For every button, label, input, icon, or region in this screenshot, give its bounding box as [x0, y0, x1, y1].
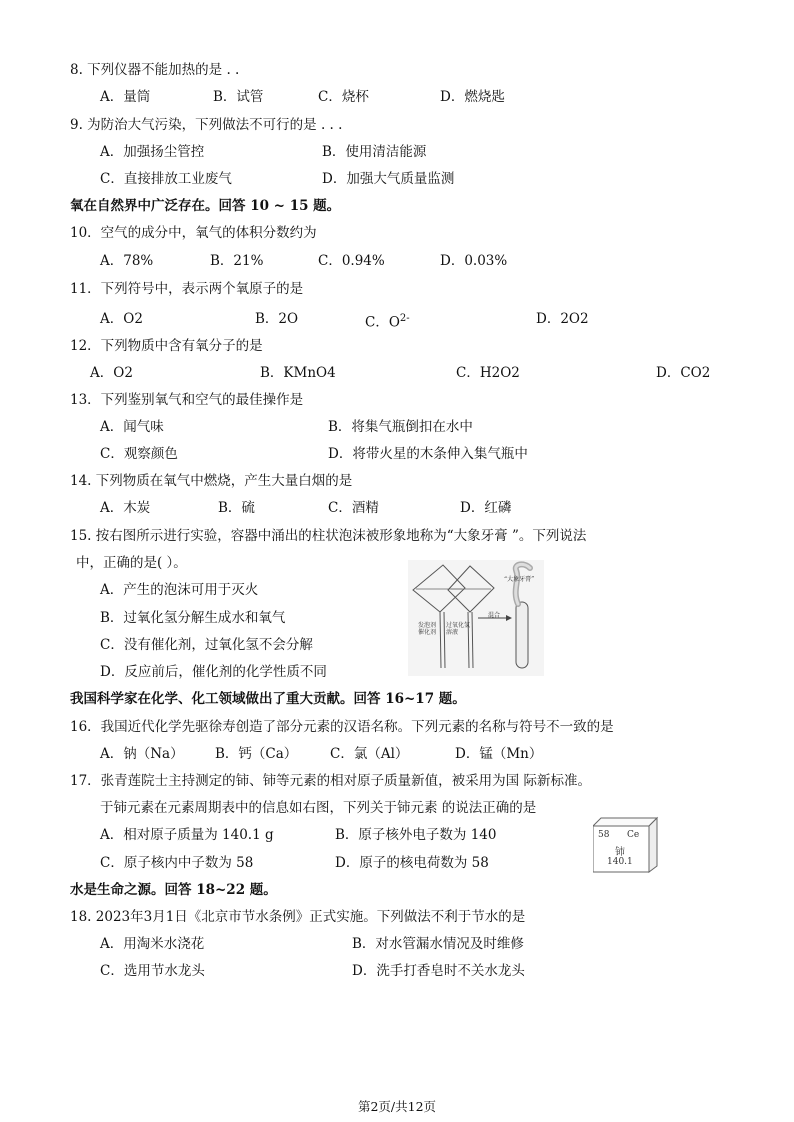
- q8-option-b: B．试管: [213, 89, 264, 105]
- q9-option-d: D．加强大气质量监测: [322, 171, 455, 187]
- q11-option-c: [365, 310, 410, 332]
- q15-stem-line2: 中，正确的是( ）。: [76, 555, 187, 571]
- element-name: 铈: [615, 847, 625, 858]
- q16-option-a: A．钠（Na）: [100, 746, 184, 762]
- element-symbol: Ce: [627, 830, 640, 840]
- q17-option-c: C．原子核内中子数为 58: [100, 855, 254, 871]
- q14-option-d: D．红磷: [460, 500, 512, 516]
- q18-option-d: D．洗手打香皂时不关水龙头: [352, 963, 525, 979]
- q18-option-b: B．对水管漏水情况及时维修: [352, 936, 524, 952]
- figure-label-mix: 混合: [488, 612, 501, 619]
- q8-option-d: D．燃烧匙: [440, 89, 505, 105]
- q17-stem-line1: 17．张青莲院士主持测定的铈、铈等元素的相对原子质量新值，被采用为国 际新标准。: [70, 773, 591, 789]
- section-heading-oxygen: 氧在自然界中广泛存在。回答 10 ~ 15 题。: [70, 198, 341, 214]
- q14-stem: 14. 下列物质在氧气中燃烧，产生大量白烟的是: [70, 473, 353, 489]
- q10-stem: 10．空气的成分中，氧气的体积分数约为: [70, 225, 317, 241]
- q15-option-c: C．没有催化剂，过氧化氢不会分解: [100, 637, 313, 653]
- figure-label-peroxide: 过氧化氢溶液: [446, 622, 471, 636]
- q17-option-b: B．原子核外电子数为 140: [335, 827, 497, 843]
- element-atomic-number: 58: [598, 830, 610, 840]
- q11-option-c-charge: 2-: [399, 313, 410, 324]
- q18-stem: 18. 2023年3月1日《北京市节水条例》正式实施。下列做法不利于节水的是: [70, 909, 526, 925]
- q12-stem: 12．下列物质中含有氧分子的是: [70, 338, 263, 354]
- q17-stem-line2: 于铈元素在元素周期表中的信息如右图，下列关于铈元素 的说法正确的是: [100, 800, 537, 816]
- q13-option-c: C．观察颜色: [100, 446, 178, 462]
- q17-option-d: D．原子的核电荷数为 58: [335, 855, 489, 871]
- q17-option-a: A．相对原子质量为 140.1 g: [100, 827, 274, 843]
- q15-option-a: A．产生的泡沫可用于灭火: [100, 582, 259, 598]
- element-tile-cerium: [593, 816, 659, 874]
- q11-stem: 11．下列符号中，表示两个氧原子的是: [70, 281, 304, 297]
- q9-option-b: B．使用清洁能源: [322, 144, 427, 160]
- q9-option-c: C．直接排放工业废气: [100, 171, 232, 187]
- q13-option-d: D．将带火星的木条伸入集气瓶中: [328, 446, 528, 462]
- q9-stem: 9. 为防治大气污染，下列做法不可行的是 . . .: [70, 117, 343, 133]
- q11-option-b: B．2O: [255, 311, 299, 327]
- q14-option-c: C．酒精: [328, 500, 379, 516]
- q16-option-c: C．氯（Al）: [330, 746, 409, 762]
- q13-option-b: B．将集气瓶倒扣在水中: [328, 419, 473, 435]
- q14-option-b: B．硫: [218, 500, 255, 516]
- q13-option-a: A．闻气味: [100, 419, 164, 435]
- q9-option-a: A．加强扬尘管控: [100, 144, 205, 160]
- q12-option-a: A．O2: [90, 365, 133, 381]
- elephant-toothpaste-figure: [408, 560, 544, 676]
- q8-option-a: A．量筒: [100, 89, 151, 105]
- page-footer: 第2页/共12页: [357, 1099, 437, 1114]
- q10-option-a: A．78%: [100, 253, 154, 269]
- element-atomic-mass: 140.1: [607, 857, 633, 867]
- q11-option-c-base: C．O: [365, 314, 400, 331]
- q11-option-d: D．2O2: [536, 311, 589, 327]
- figure-label-toothpaste: “大象牙膏”: [504, 576, 535, 583]
- q18-option-a: A．用淘米水浇花: [100, 936, 205, 952]
- q15-option-b: B．过氧化氢分解生成水和氧气: [100, 610, 286, 626]
- q15-stem-line1: 15. 按右图所示进行实验，容器中涌出的柱状泡沫被形象地称为“大象牙膏 ”。下列说法: [70, 528, 587, 544]
- q8-stem: 8. 下列仪器不能加热的是 . .: [70, 62, 240, 78]
- section-heading-scientists: 我国科学家在化学、化工领域做出了重大贡献。回答 16~17 题。: [70, 691, 466, 707]
- q11-option-a: A．O2: [100, 311, 143, 327]
- q10-option-c: C．0.94%: [318, 253, 385, 269]
- q8-option-c: C．烧杯: [318, 89, 369, 105]
- q10-option-b: B．21%: [210, 253, 264, 269]
- q16-option-d: D．锰（Mn）: [455, 746, 543, 762]
- section-heading-water: 水是生命之源。回答 18~22 题。: [70, 882, 277, 898]
- q12-option-c: C．H2O2: [456, 365, 520, 381]
- q13-stem: 13．下列鉴别氧气和空气的最佳操作是: [70, 392, 304, 408]
- q14-option-a: A．木炭: [100, 500, 151, 516]
- q18-option-c: C．选用节水龙头: [100, 963, 205, 979]
- q10-option-d: D．0.03%: [440, 253, 508, 269]
- figure-label-catalyst: 发泡剂催化剂: [418, 622, 437, 636]
- q12-option-d: D．CO2: [656, 365, 711, 381]
- q15-option-d: D．反应前后，催化剂的化学性质不同: [100, 664, 327, 680]
- q12-option-b: B．KMnO4: [260, 365, 336, 381]
- q16-stem: 16．我国近代化学先驱徐寿创造了部分元素的汉语名称。下列元素的名称与符号不一致的是: [70, 719, 614, 735]
- q16-option-b: B．钙（Ca）: [215, 746, 298, 762]
